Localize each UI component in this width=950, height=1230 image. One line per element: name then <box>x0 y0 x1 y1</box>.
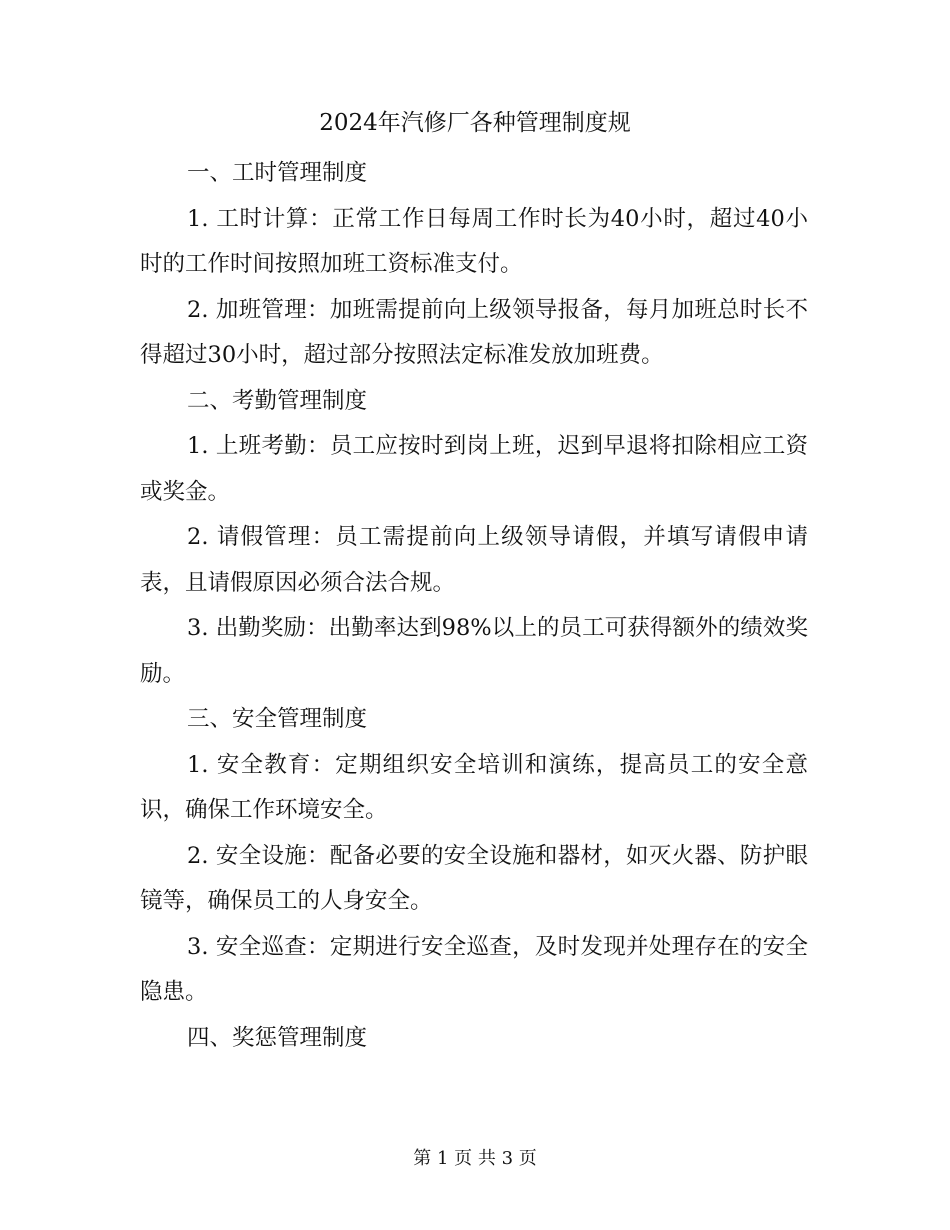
paragraph-attendance-check: 1. 上班考勤：员工应按时到岗上班，迟到早退将扣除相应工资或奖金。 <box>140 433 808 505</box>
section-heading-safety: 三、安全管理制度 <box>187 706 368 732</box>
paragraph-safety-education: 1. 安全教育：定期组织安全培训和演练，提高员工的安全意识，确保工作环境安全。 <box>140 751 808 823</box>
paragraph-overtime-management: 2. 加班管理：加班需提前向上级领导报备，每月加班总时长不得超过30小时，超过部分按照法定标准发放加班费。 <box>140 296 808 368</box>
document-title: 2024年汽修厂各种管理制度规 <box>319 110 631 136</box>
section-heading-attendance: 二、考勤管理制度 <box>187 387 368 414</box>
document-body <box>140 151 808 1061</box>
section-heading-rewards-penalties: 四、奖惩管理制度 <box>187 1024 368 1051</box>
paragraph-attendance-reward: 3. 出勤奖励：出勤率达到98%以上的员工可获得额外的绩效奖励。 <box>140 615 808 687</box>
paragraph-leave-management: 2. 请假管理：员工需提前向上级领导请假，并填写请假申请表，且请假原因必须合法合规。 <box>140 524 808 596</box>
paragraph-safety-inspection: 3. 安全巡查：定期进行安全巡查，及时发现并处理存在的安全隐患。 <box>140 933 808 1005</box>
section-heading-work-hours: 一、工时管理制度 <box>187 160 368 186</box>
page-footer: 第 1 页 共 3 页 <box>413 1148 537 1169</box>
paragraph-work-hour-calculation: 1. 工时计算：正常工作日每周工作时长为40小时，超过40小时的工作时间按照加班工资标准支付。 <box>140 205 808 277</box>
paragraph-safety-facilities: 2. 安全设施：配备必要的安全设施和器材，如灭火器、防护眼镜等，确保员工的人身安全。 <box>140 842 808 914</box>
